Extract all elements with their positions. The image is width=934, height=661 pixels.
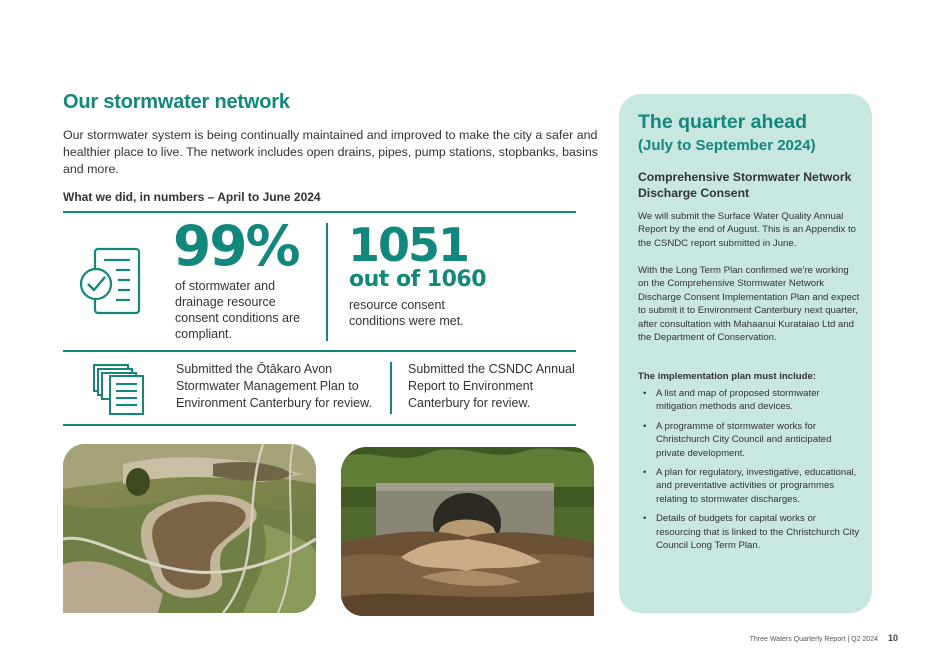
compliance-description: of stormwater and drainage resource consent conditions are compliant. <box>175 279 301 341</box>
list-item: • A programme of stormwater works for Christchurch City Council and anticipated private development. <box>638 420 860 460</box>
panel-heading: Comprehensive Stormwater Network Discharge Consent <box>638 170 852 200</box>
conditions-total: out of 1060 <box>349 267 487 292</box>
page-number: 10 <box>887 633 898 643</box>
implementation-list <box>638 387 860 558</box>
panel-paragraph-2: With the Long Term Plan confirmed we're working on the Comprehensive Stormwater Network Discharge Consent Implementation Plan and expect to submit it to Environment Canterbury next quarter, after consultation with Mahaanui Kurataiao Ltd and the Department of Conservation. <box>638 265 860 344</box>
intro-paragraph: Our stormwater system is being continually maintained and improved to make the city a safer and healthier place to live. The network includes open drains, pipes, pump stations, stopbanks, basins and more. <box>63 128 598 176</box>
compliance-percentage: 99% <box>173 214 299 278</box>
divider-middle <box>63 350 576 352</box>
panel-list-heading: The implementation plan must include: <box>638 371 817 382</box>
submission-divider <box>390 362 392 414</box>
conditions-description: resource consent conditions were met. <box>349 298 464 328</box>
submission-csndc-report: Submitted the CSNDC Annual Report to Environment Canterbury for review. <box>408 362 575 410</box>
submission-avon-plan: Submitted the Ōtākaro Avon Stormwater Management Plan to Environment Canterbury for review. <box>176 362 372 410</box>
divider-bottom <box>63 424 576 426</box>
document-stack-icon <box>91 362 147 416</box>
numbers-subheading: What we did, in numbers – April to June 2024 <box>63 190 321 204</box>
document-checklist-icon <box>78 246 142 318</box>
list-item: • Details of budgets for capital works or resourcing that is linked to the Christchurch City Council Long Term Plan. <box>638 512 860 552</box>
panel-title: The quarter ahead <box>638 111 808 133</box>
conditions-met-number: 1051 <box>348 218 469 272</box>
list-item: • A list and map of proposed stormwater mitigation methods and devices. <box>638 387 860 414</box>
quarter-ahead-panel <box>619 94 872 613</box>
stormwater-basin-aerial-photo <box>63 444 316 613</box>
culvert-outflow-photo <box>341 447 594 616</box>
list-item: • A plan for regulatory, investigative, educational, and preventative activities or programmes relating to stormwater discharges. <box>638 466 860 506</box>
panel-paragraph-1: We will submit the Surface Water Quality Annual Report by the end of August. This is an Appendix to the CSNDC report submitted in June. <box>638 211 856 249</box>
page-footer <box>750 633 898 643</box>
divider-top <box>63 211 576 213</box>
panel-period: (July to September 2024) <box>638 137 816 154</box>
stat-divider <box>326 223 328 341</box>
section-title: Our stormwater network <box>63 91 290 113</box>
footer-report-name: Three Waters Quarterly Report | Q2 2024 <box>749 636 878 643</box>
